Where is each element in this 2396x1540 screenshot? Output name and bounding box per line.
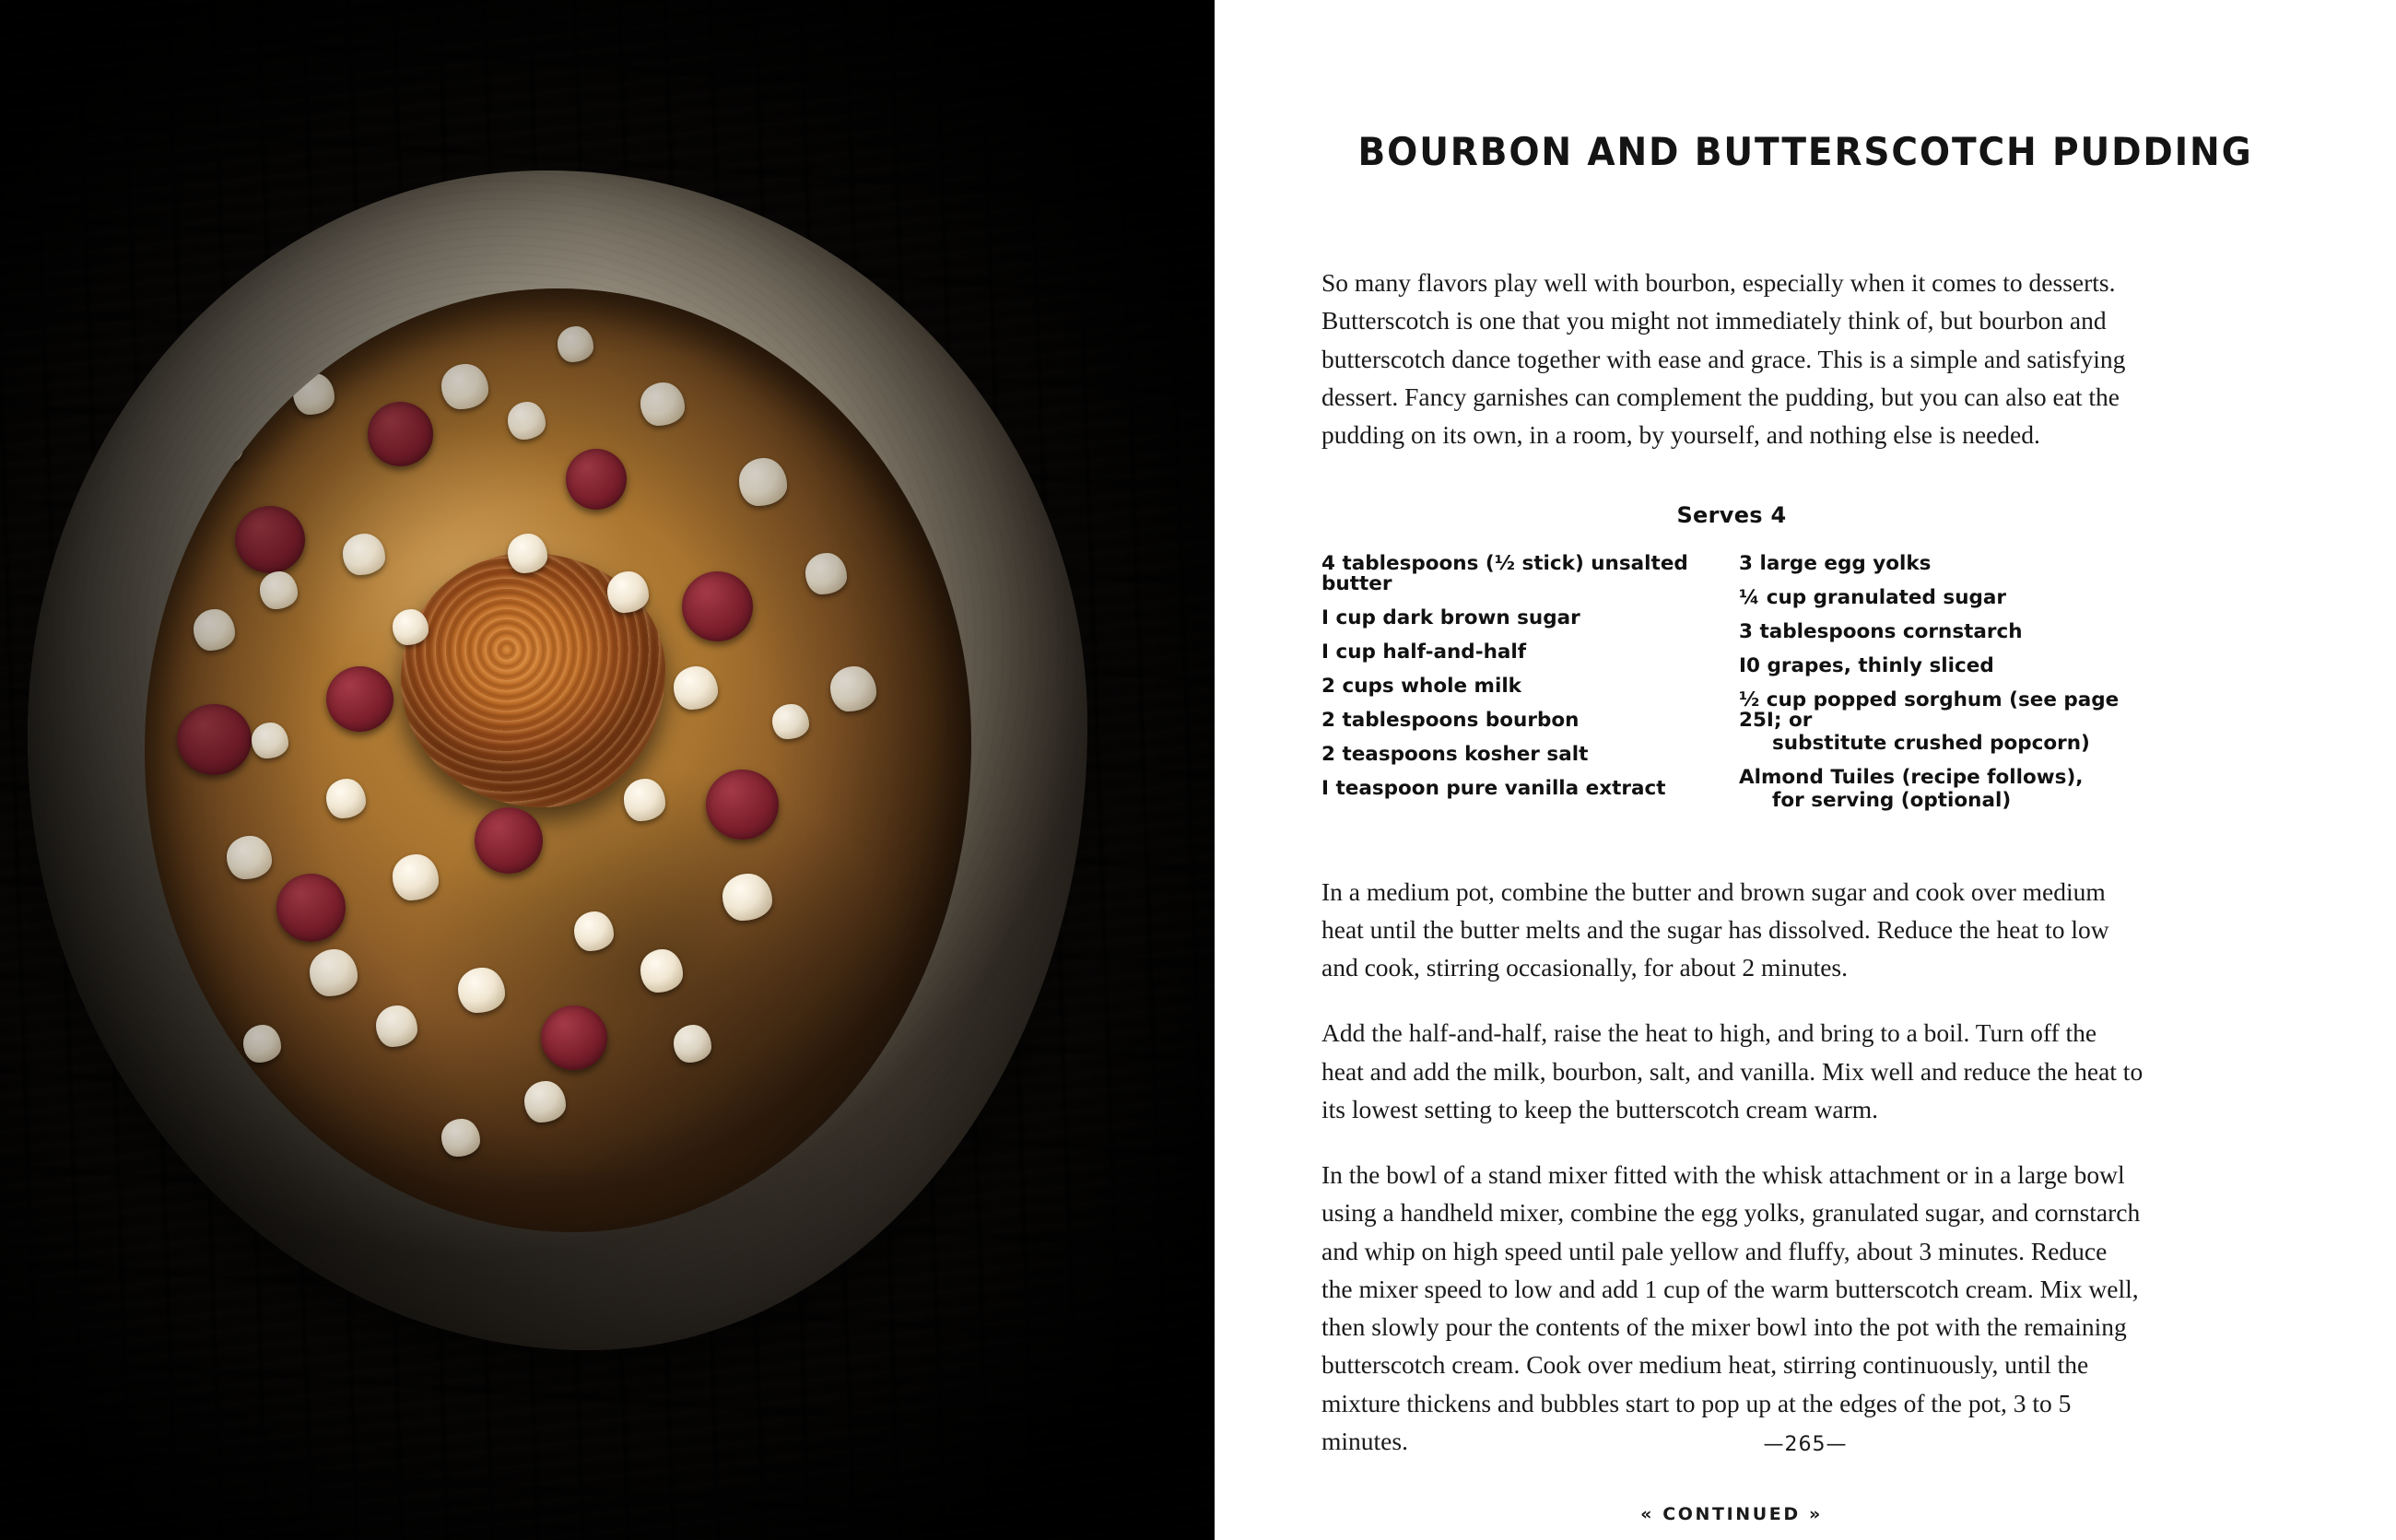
popcorn-piece: [310, 949, 358, 996]
popcorn-piece: [674, 1025, 711, 1063]
popcorn-piece: [524, 1081, 566, 1123]
ingredient-item: 2 cups whole milk: [1321, 674, 1521, 698]
recipe-steps: [1321, 873, 2143, 1461]
ingredient-item: 4 tablespoons (½ stick) unsalted butter: [1321, 552, 1688, 596]
pudding-surface: [145, 288, 971, 1232]
page-number: —265—: [1763, 1433, 1848, 1456]
serves-label: Serves 4: [1676, 502, 1787, 529]
ingredients-column-left: [1321, 554, 1732, 824]
popcorn-piece: [624, 779, 665, 820]
popcorn-piece: [194, 420, 243, 467]
popcorn-piece: [508, 402, 546, 440]
ingredient-item: I cup dark brown sugar: [1321, 606, 1580, 630]
continued-label: « CONTINUED »: [1640, 1504, 1823, 1525]
ingredient-item: [1739, 690, 2142, 754]
popcorn-piece: [739, 458, 787, 505]
popcorn-piece: [441, 364, 487, 409]
ingredient-item: 2 tablespoons bourbon: [1321, 708, 1580, 732]
popcorn-piece: [393, 609, 429, 645]
recipe-title: BOURBON AND BUTTERSCOTCH PUDDING: [1357, 129, 2253, 174]
popcorn-piece: [227, 836, 271, 879]
grape-slice: [475, 807, 543, 874]
grape-slice: [541, 1005, 607, 1070]
recipe-step: In the bowl of a stand mixer fitted with the whisk attachment or in a large bowl using a handheld mixer, combine the egg yolks, granulated sugar, and cornstarch and whip on high speed until pale yellow and fluffy, about 3 minutes. Reduce the mixer speed to low and add 1 cup of the warm butterscotch cream. Mix well, then slowly pour the contents of the mixer bowl into the pot with the remaining butterscotch cream. Cook over medium heat, stirring continuously, until the mixture thickens and bubbles start to pop up at the edges of the pot, 3 to 5 minutes.: [1321, 1160, 2141, 1455]
popcorn-piece: [574, 911, 614, 951]
popcorn-piece: [805, 553, 847, 594]
recipe-text-page: [1215, 0, 2396, 1540]
grape-slice: [682, 571, 753, 641]
recipe-intro: So many flavors play well with bourbon, especially when it comes to desserts. Butterscotch is one that you might not immediately think of, but bourbon and butterscotch dance together with ease and grace. This is a simple and satisfying dessert. Fancy garnishes can complement the pudding, but you can also eat the pudding on its own, in a room, by yourself, and nothing else is needed.: [1321, 268, 2126, 449]
ingredients-list: [1321, 554, 2142, 824]
grape-slice: [566, 449, 627, 510]
popcorn-piece: [458, 968, 504, 1013]
popcorn-piece: [376, 1005, 417, 1047]
ingredient-line-main: Almond Tuiles (recipe follows),: [1739, 765, 2084, 789]
ingredient-line-cont: substitute crushed popcorn): [1772, 731, 2090, 755]
ingredient-item: 3 tablespoons cornstarch: [1739, 620, 2023, 644]
grape-slice: [706, 770, 779, 840]
grape-slice: [177, 704, 252, 776]
popcorn-piece: [293, 373, 335, 415]
recipe-step: Add the half-and-half, raise the heat to high, and bring to a boil. Turn off the heat and add the milk, bourbon, salt, and vanilla. Mix well and reduce the heat to its lowest setting to keep the butterscotch cream warm.: [1321, 1018, 2143, 1123]
ingredient-item: I teaspoon pure vanilla extract: [1321, 776, 1666, 800]
popcorn-piece: [243, 1025, 281, 1063]
ingredient-item: 2 teaspoons kosher salt: [1321, 742, 1589, 766]
ingredient-item: 3 large egg yolks: [1739, 552, 1932, 576]
popcorn-piece: [194, 609, 235, 651]
ingredient-item: ¼ cup granulated sugar: [1739, 586, 2006, 610]
grape-slice: [368, 402, 434, 466]
ingredient-line-main: ½ cup popped sorghum (see page 25I; or: [1739, 688, 2120, 732]
ingredient-line-cont: for serving (optional): [1772, 788, 2012, 812]
popcorn-piece: [772, 704, 808, 740]
pudding-bowl: [28, 170, 1087, 1350]
popcorn-piece: [722, 874, 772, 921]
grape-slice: [235, 506, 305, 574]
recipe-step: In a medium pot, combine the butter and brown sugar and cook over medium heat until the butter melts and the sugar has dissolved. Reduce the heat to low and cook, stirring occasionally, for about 2 minutes.: [1321, 876, 2109, 982]
grape-slice: [326, 666, 394, 733]
ingredient-item: [1739, 765, 2142, 812]
grape-slice: [276, 874, 346, 942]
popcorn-piece: [607, 571, 649, 613]
ingredients-column-right: [1732, 554, 2142, 824]
ingredient-item: I0 grapes, thinly sliced: [1739, 654, 1994, 678]
popcorn-piece: [674, 666, 718, 710]
popcorn-piece: [252, 723, 288, 758]
popcorn-piece: [441, 1119, 479, 1157]
popcorn-piece: [558, 326, 593, 362]
popcorn-piece: [393, 854, 439, 899]
popcorn-piece: [640, 949, 684, 993]
ingredient-item: I cup half-and-half: [1321, 641, 1527, 664]
